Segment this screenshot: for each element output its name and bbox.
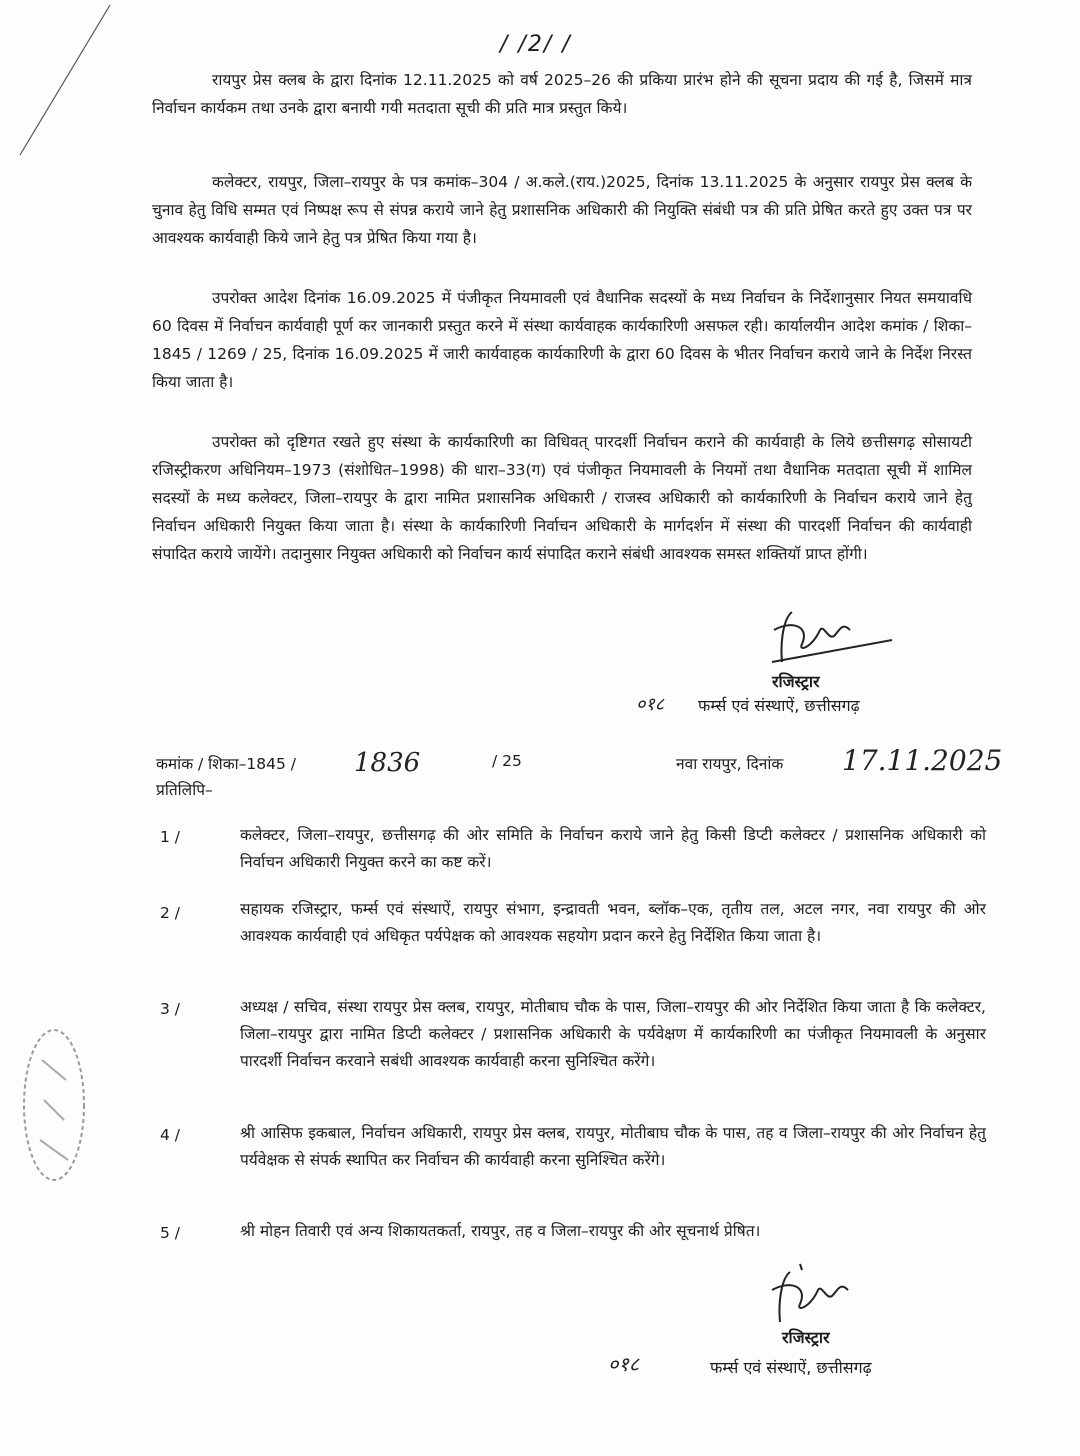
office-name-bottom: फर्म्स एवं संस्थाऐं, छत्तीसगढ़ (710, 1358, 872, 1377)
place-date-label: नवा रायपुर, दिनांक (676, 755, 784, 773)
copy-text-2: सहायक रजिस्ट्रार, फर्म्स एवं संस्थाऐं, रायपुर संभाग, इन्द्रावती भवन, ब्लॉक–एक, तृतीय तल, अटल नगर, नवा रायपुर की ओर आवश्यक कार्यवाही एवं अधिकृत पर्यपेक्षक को आवश्यक सहयोग प्रदान करने हेतु निर्देशित किया जाता है। (240, 900, 986, 945)
office-name-top: फर्म्स एवं संस्थाऐं, छत्तीसगढ़ (698, 696, 860, 715)
signature-scribble-top (762, 600, 902, 680)
paragraph-4: उपरोक्त को दृष्टिगत रखते हुए संस्था के कार्यकारिणी का विधिवत् पारदर्शी निर्वाचन कराने की कार्यवाही के लिये छत्तीसगढ़ सोसायटी रजिस्ट्रीकरण अधिनियम–1973 (संशोधित–1998) की धारा–33(ग) एवं पंजीकृत नियमावली के नियमों तथा वैधानिक मतदाता सूची में शामिल सदस्यों के मध्य कलेक्टर, जिला–रायपुर के द्वारा नामित प्रशासनिक अधिकारी / राजस्व अधिकारी को कार्यकारिणी के निर्वाचन कराये जाने हेतु निर्वाचन अधिकारी नियुक्त किया जाता है। संस्था के कार्यकारिणी निर्वाचन अधिकारी के मार्गदर्शन में संस्था की पारदर्शी निर्वाचन की कार्यवाही संपादित कराये जायेंगे। तदानुसार नियुक्त अधिकारी को निर्वाचन कार्य संपादित कराने संबंधी आवश्यक समस्त शक्तियॉ प्राप्त होंगी। (152, 433, 972, 563)
copy-number-2: 2 / (160, 904, 181, 922)
handwritten-date: 17.11.2025 (842, 744, 1003, 777)
ref-prefix: कमांक / शिका–1845 / (156, 755, 296, 773)
registrar-title-bottom: रजिस्ट्रार (782, 1328, 830, 1347)
copy-label: प्रतिलिपि– (156, 781, 213, 799)
paragraph-3: उपरोक्त आदेश दिनांक 16.09.2025 में पंजीकृत नियमावली एवं वैधानिक सदस्यों के मध्य निर्वाचन के निर्देशानुसार नियत समयावधि 60 दिवस में निर्वाचन कार्यवाही पूर्ण कर जानकारी प्रस्तुत करने में संस्था कार्यवाहक कार्यकारिणी असफल रही। कार्यालयीन आदेश कमांक / शिका–1845 / 1269 / 25, दिनांक 16.09.2025 में जारी कार्यवाहक कार्यकारिणी के द्वारा 60 दिवस के भीतर निर्वाचन कराये जाने के निर्देश निरस्त किया जाता है। (152, 289, 972, 391)
scan-edge-line (0, 0, 120, 160)
copy-number-1: 1 / (160, 828, 181, 846)
ref-suffix: / 25 (492, 752, 522, 770)
copy-text-4: श्री आसिफ इकबाल, निर्वाचन अधिकारी, रायपुर प्रेस क्लब, रायपुर, मोतीबाघ चौक के पास, तह व जिला–रायपुर की ओर निर्वाचन हेतु पर्यवेक्षक से संपर्क स्थापित कर निर्वाचन की कार्यवाही करना सुनिश्चित करेंगे। (240, 1124, 986, 1169)
initials-top: ०१८ (636, 694, 665, 715)
initials-bottom: ०१८ (608, 1352, 640, 1376)
copy-number-3: 3 / (160, 1000, 181, 1018)
paragraph-2: कलेक्टर, रायपुर, जिला–रायपुर के पत्र कमांक–304 / अ.कले.(राय.)2025, दिनांक 13.11.2025 के अनुसार रायपुर प्रेस क्लब के चुनाव हेतु विधि सम्मत एवं निष्पक्ष रूप से संपन्न कराये जाने हेतु प्रशासनिक अधिकारी की नियुक्ति संबंधी पत्र की प्रति प्रेषित करते हुए उक्त पत्र पर आवश्यक कार्यवाही किये जाने हेतु पत्र प्रेषित किया गया है। (152, 173, 972, 247)
copy-text-5: श्री मोहन तिवारी एवं अन्य शिकायतकर्ता, रायपुर, तह व जिला–रायपुर की ओर सूचनार्थ प्रेषित। (240, 1222, 761, 1240)
copy-text-1: कलेक्टर, जिला–रायपुर, छत्तीसगढ़ की ओर समिति के निर्वाचन कराये जाने हेतु किसी डिप्टी कलेक्टर / प्रशासनिक अधिकारी को निर्वाचन अधिकारी नियुक्त करने का कष्ट करें। (240, 826, 986, 871)
copy-number-4: 4 / (160, 1126, 181, 1144)
office-stamp-mark (14, 1020, 94, 1190)
handwritten-ref-number: 1836 (354, 748, 421, 778)
paragraph-1: रायपुर प्रेस क्लब के द्वारा दिनांक 12.11.2025 को वर्ष 2025–26 की प्रकिया प्रारंभ होने की सूचना प्रदाय की गई है, जिसमें मात्र निर्वाचन कार्यकम तथा उनके द्वारा बनायी गयी मतदाता सूची की प्रति मात्र प्रस्तुत किये। (152, 71, 972, 117)
signature-scribble-bottom (760, 1256, 900, 1336)
page-number: / /2/ / (500, 32, 572, 57)
copy-text-3: अध्यक्ष / सचिव, संस्था रायपुर प्रेस क्लब, रायपुर, मोतीबाघ चौक के पास, जिला–रायपुर की ओर निर्देशित किया जाता है कि कलेक्टर, जिला–रायपुर द्वारा नामित डिप्टी कलेक्टर / प्रशासनिक अधिकारी के पर्यवेक्षण में कार्यकारिणी का पंजीकृत नियमावली के अनुसार पारदर्शी निर्वाचन करवाने सबंधी आवश्यक कार्यवाही करना सुनिश्चित करेंगे। (240, 998, 986, 1070)
registrar-title-top: रजिस्ट्रार (772, 672, 820, 691)
copy-number-5: 5 / (160, 1224, 181, 1242)
